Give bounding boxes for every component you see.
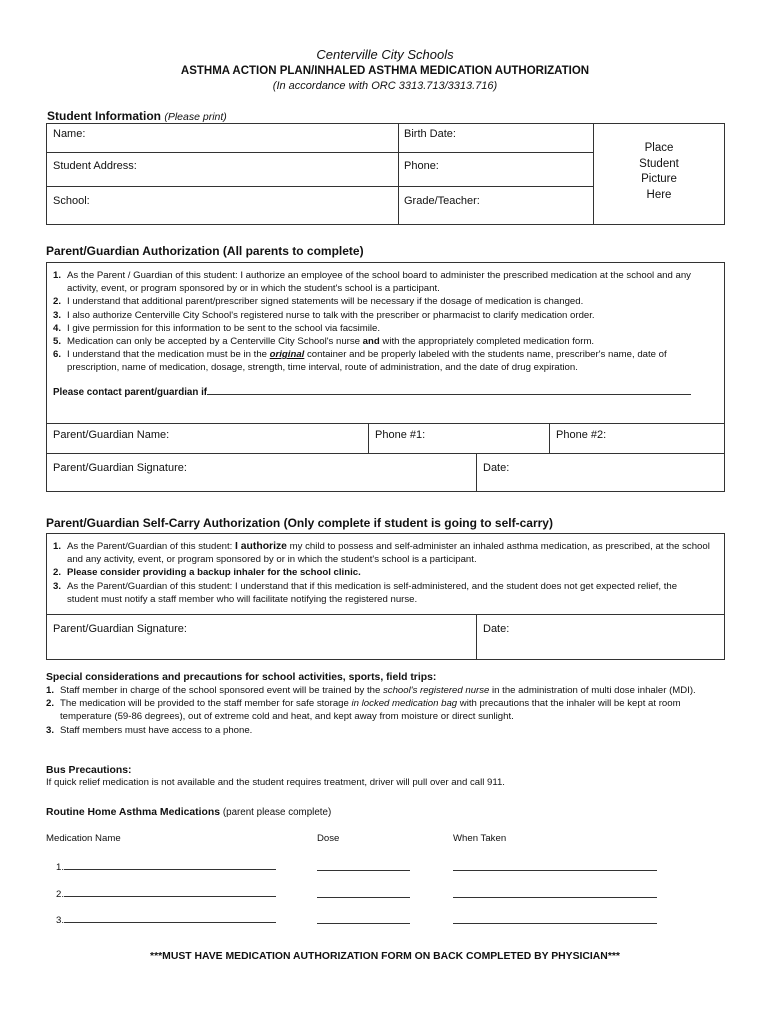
item-number: 6.: [53, 349, 62, 361]
list-item: [53, 309, 708, 322]
med-row: [56, 886, 276, 901]
home-meds-heading: [46, 807, 331, 818]
dose-input[interactable]: [317, 913, 410, 924]
item-text-emphasis: in locked medication bag: [351, 698, 458, 710]
item-number: 5.: [53, 336, 62, 348]
med-name-input[interactable]: [64, 859, 276, 870]
home-meds-title: Routine Home Asthma Medications: [46, 807, 220, 818]
self-carry-date-field[interactable]: Date:: [483, 623, 510, 635]
item-text: As the Parent/Guardian of this student: I understand that if this medication is self-administered, and the student does not get expected relief, the student must notify a staff member who will facilitate notifying the registered nurse.: [67, 580, 678, 605]
dose-input[interactable]: [317, 887, 410, 898]
address-field[interactable]: Student Address:: [53, 160, 137, 172]
district-name: Centerville City Schools: [316, 47, 454, 62]
guardian-date-field[interactable]: Date:: [483, 462, 510, 474]
item-number: 1.: [53, 270, 62, 281]
item-number: 3.: [53, 309, 62, 321]
self-carry-title: Parent/Guardian Self-Carry Authorization (Only complete if student is going to self-carry): [46, 516, 553, 530]
physician-notice: ***MUST HAVE MEDICATION AUTHORIZATION FORM ON BACK COMPLETED BY PHYSICIAN***: [150, 951, 620, 962]
list-item: 1. Staff member in charge of the school sponsored event will be trained by the school's registered nurse in the administration of multi dose inhaler (MDI).: [46, 685, 696, 696]
col-when-taken: When Taken: [453, 833, 507, 844]
item-text: The medication will be provided to the staff member for safe storage: [60, 698, 352, 710]
grade-teacher-field[interactable]: Grade/Teacher:: [404, 195, 480, 207]
birth-date-field[interactable]: Birth Date:: [404, 128, 456, 140]
guardian-name-field[interactable]: Parent/Guardian Name:: [53, 429, 170, 441]
student-info-heading: [47, 109, 227, 123]
picture-text-line: Here: [646, 188, 672, 201]
name-field[interactable]: Name:: [53, 128, 86, 140]
row-number: 2.: [56, 889, 65, 900]
list-item: 1. As the Parent/Guardian of this student: I authorize my child to possess and self-administer an inhaled asthma medication, as prescribed, at the school and any activity, event, or program sponsored by or in which the student's school is a participant.: [53, 541, 710, 566]
row-number: 3.: [56, 915, 65, 926]
list-item: [53, 348, 708, 374]
parent-auth-list: [53, 269, 708, 375]
item-text: I also authorize Centerville City School's registered nurse to talk with the prescriber or pharmacist to clarify medication order.: [67, 309, 595, 321]
when-taken-input[interactable]: [453, 860, 657, 871]
list-item: 3. As the Parent/Guardian of this student: I understand that if this medication is self-administered, and the student does not get expected relief, the student must notify a staff member who will facilitate notifying the registered nurse.: [53, 580, 678, 605]
self-carry-list: [53, 540, 711, 606]
guardian-signature-field[interactable]: Parent/Guardian Signature:: [53, 462, 187, 474]
item-text-emphasis: original: [269, 349, 305, 361]
item-text: I give permission for this information to be sent to the school via facsimile.: [67, 322, 381, 334]
phone-field[interactable]: Phone:: [404, 160, 439, 172]
row-number: 1.: [56, 862, 65, 873]
home-meds-note: (parent please complete): [222, 807, 332, 818]
item-number: 2.: [53, 296, 62, 308]
special-list: [46, 684, 726, 737]
med-name-input[interactable]: [64, 886, 276, 897]
item-text-bold: and: [362, 336, 380, 348]
student-picture-placeholder[interactable]: [594, 141, 724, 203]
picture-text-line: Student: [639, 157, 679, 170]
item-text-bold: Please consider providing a backup inhaler for the school clinic.: [67, 567, 361, 579]
item-text: As the Parent/Guardian of this student:: [67, 541, 235, 552]
self-carry-signature-field[interactable]: Parent/Guardian Signature:: [53, 623, 187, 635]
item-text-emphasis: school's registered nurse: [383, 685, 490, 696]
item-number: 4.: [53, 322, 62, 334]
parent-auth-box: [46, 262, 725, 492]
contact-label: Please contact parent/guardian if: [53, 387, 208, 398]
list-item: [53, 335, 708, 348]
list-item: [53, 269, 708, 295]
item-text: Staff members must have access to a phone.: [60, 724, 253, 736]
med-row: [56, 859, 276, 874]
item-text: Staff member in charge of the school sponsored event will be trained by the: [60, 685, 383, 696]
bus-precautions: [46, 765, 726, 789]
item-text: my child to possess and self-administer an inhaled asthma medication, as prescribed, at the school and any activity, event, or program sponsored by or in which the student's school is a participant.: [67, 541, 710, 566]
item-text: with precautions that the inhaler will be kept at room temperature (59-86 degrees), out of extreme cold and heat, and kept away from moisture or direct sunlight.: [60, 698, 681, 723]
when-taken-input[interactable]: [453, 887, 657, 898]
parent-auth-title: Parent/Guardian Authorization (All parents to complete): [46, 244, 364, 258]
phone2-field[interactable]: Phone #2:: [556, 429, 607, 441]
item-text: I understand that the medication must be in the: [67, 349, 270, 361]
item-text: I understand that additional parent/prescriber signed statements will be necessary if the dosage of medication is changed.: [67, 296, 584, 308]
med-name-input[interactable]: [64, 912, 276, 923]
list-item: 2. The medication will be provided to the staff member for safe storage in locked medication bag with precautions that the inhaler will be kept at room temperature (59-86 degrees), out of extreme cold and heat, and kept away from moisture or direct sunlight.: [46, 698, 681, 723]
list-item: 2. Please consider providing a backup inhaler for the school clinic.: [53, 567, 361, 579]
item-text: As the Parent / Guardian of this student: I authorize an employee of the school board to administer the prescribed medication at the school and any activity, event, or program sponsored by or in which the student's school is a participant.: [67, 270, 691, 295]
picture-text-line: Picture: [641, 173, 677, 185]
student-info-table: [46, 123, 725, 225]
special-considerations: [46, 672, 726, 737]
self-carry-box: [46, 533, 725, 660]
contact-condition-input[interactable]: [207, 384, 691, 395]
bus-text: If quick relief medication is not available and the student requires treatment, driver will pull over and call 911.: [46, 777, 505, 788]
item-text-bold: I authorize: [235, 541, 287, 552]
phone1-field[interactable]: Phone #1:: [375, 429, 426, 441]
student-info-title: Student Information: [47, 109, 161, 123]
list-item: [53, 295, 708, 308]
list-item: 3. Staff members must have access to a phone.: [46, 724, 253, 736]
col-medication-name: Medication Name: [46, 833, 121, 844]
school-field[interactable]: School:: [53, 195, 90, 207]
dose-input[interactable]: [317, 860, 410, 871]
col-dose: Dose: [317, 833, 340, 844]
form-title: ASTHMA ACTION PLAN/INHALED ASTHMA MEDICATION AUTHORIZATION: [180, 65, 590, 77]
picture-text-line: Place: [644, 142, 674, 154]
bus-title: Bus Precautions:: [46, 765, 132, 776]
list-item: [53, 322, 708, 335]
student-info-note: (Please print): [164, 111, 227, 123]
item-text: with the appropriately completed medication form.: [379, 336, 595, 348]
item-text: Medication can only be accepted by a Centerville City School's nurse: [67, 336, 363, 348]
med-row: [56, 912, 276, 927]
special-title: Special considerations and precautions for school activities, sports, field trips:: [46, 672, 437, 683]
contact-line: [53, 384, 691, 398]
item-text: in the administration of multi dose inhaler (MDI).: [489, 685, 696, 696]
item-text: container and be properly labeled with the students name, prescriber's name, date of prescription, name of medication, dosage, strength, time interval, route of administration, and the date of drug expiration.: [67, 349, 667, 374]
when-taken-input[interactable]: [453, 913, 657, 924]
form-subtitle: (In accordance with ORC 3313.713/3313.716): [272, 80, 498, 92]
